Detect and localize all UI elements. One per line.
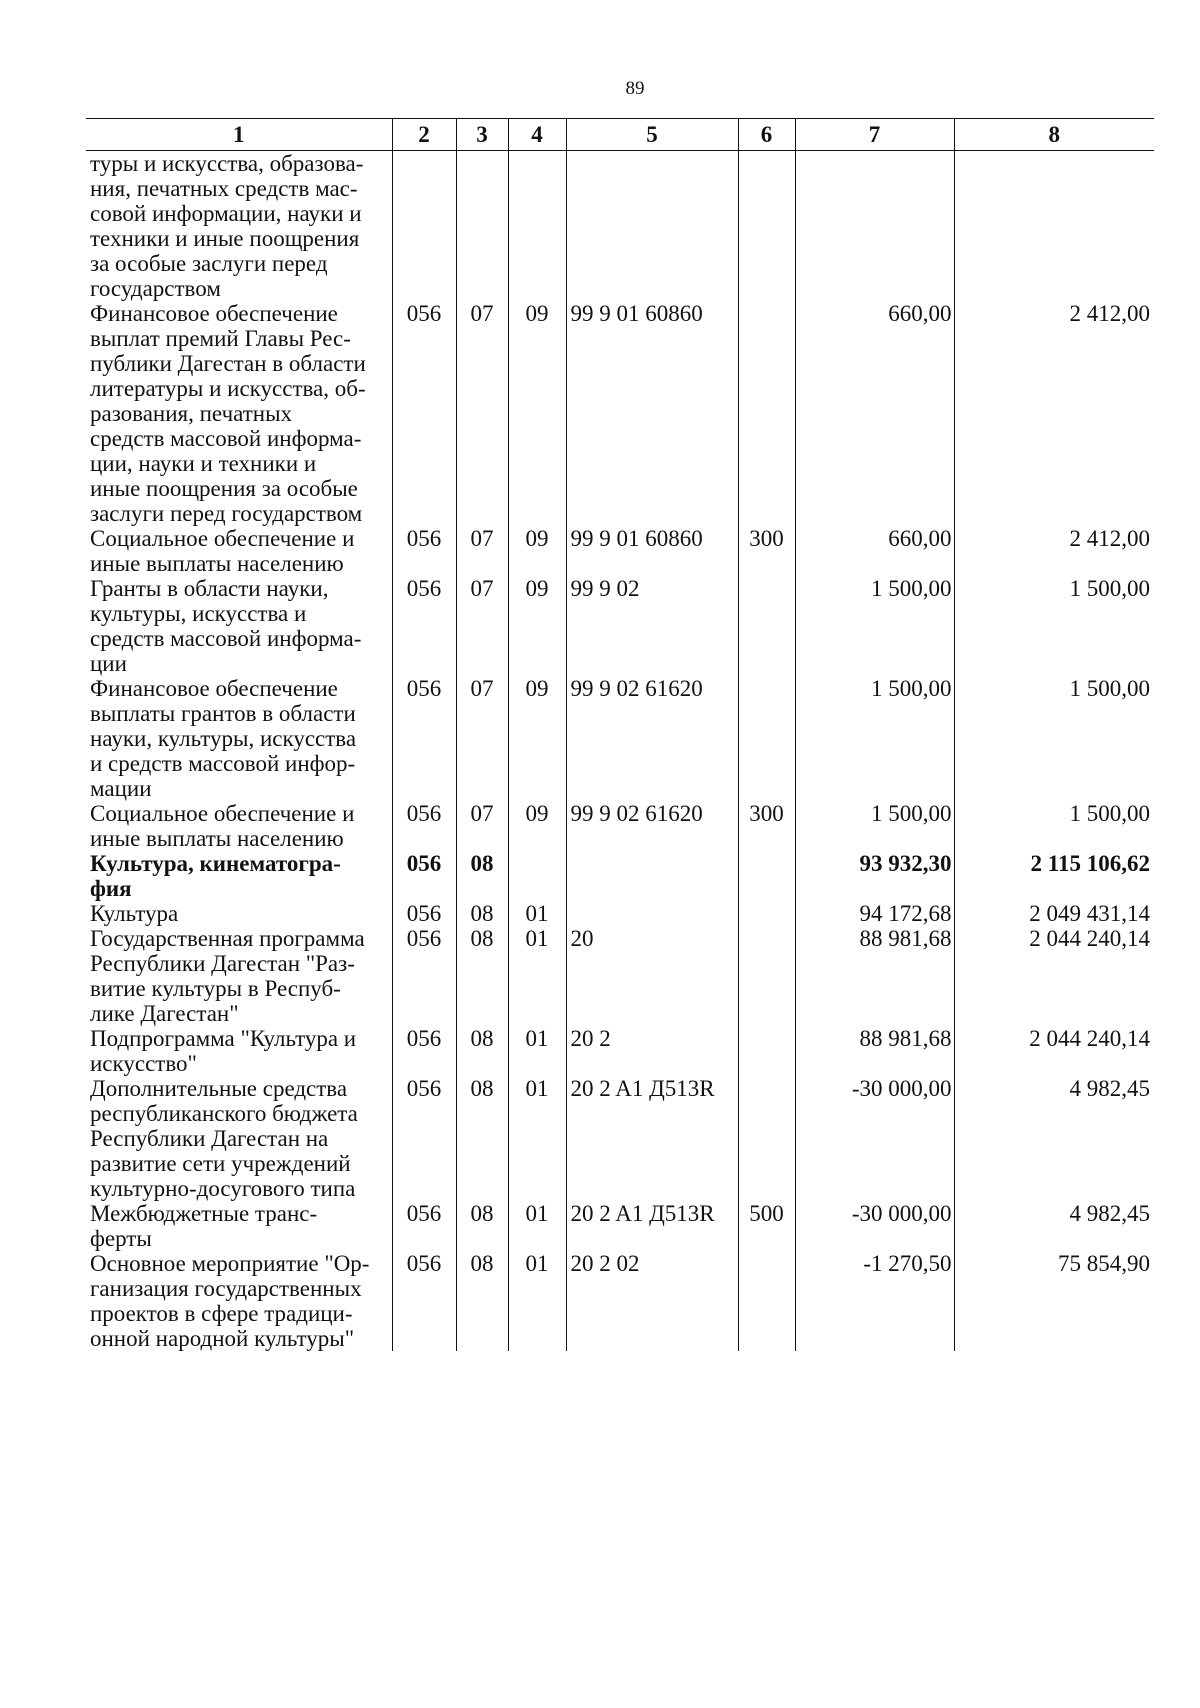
row-change-amount [795,151,954,302]
row-ved: 056 [392,901,456,926]
row-change-amount: -30 000,00 [795,1201,954,1251]
row-name: Межбюджетные транс- ферты [90,1201,318,1251]
row-total-amount: 75 854,90 [954,1251,1154,1351]
row-expense-type [738,576,795,676]
row-total-amount: 2 412,00 [954,526,1154,576]
row-change-amount: 1 500,00 [795,676,954,801]
row-subsection: 01 [508,1251,566,1351]
header-col-6: 6 [738,119,795,151]
row-change-amount: 88 981,68 [795,1026,954,1076]
row-target-code [566,151,738,302]
row-total-amount: 4 982,45 [954,1076,1154,1201]
row-expense-type [738,1076,795,1201]
row-section: 08 [456,1026,508,1076]
table-row [86,151,1154,302]
row-target-code: 99 9 01 60860 [566,526,738,576]
row-total-amount: 1 500,00 [954,801,1154,851]
row-name: Культура, кинематогра- фия [90,851,341,901]
row-target-code: 20 2 02 [566,1251,738,1351]
row-total-amount: 2 049 431,14 [954,901,1154,926]
header-col-1: 1 [86,119,392,151]
row-section: 07 [456,576,508,676]
row-ved: 056 [392,1251,456,1351]
row-name: Культура [90,901,179,926]
row-section: 07 [456,301,508,526]
row-section: 07 [456,676,508,801]
row-section: 08 [456,901,508,926]
row-change-amount: 660,00 [795,526,954,576]
row-ved: 056 [392,676,456,801]
row-change-amount: 1 500,00 [795,576,954,676]
row-subsection [508,151,566,302]
header-col-7: 7 [795,119,954,151]
header-col-4: 4 [508,119,566,151]
table-row [86,1251,1154,1351]
row-target-code: 99 9 02 61620 [566,676,738,801]
row-subsection: 09 [508,801,566,851]
header-col-8: 8 [954,119,1154,151]
row-subsection [508,851,566,901]
row-name: Дополнительные средства республиканского бюджета Республики Дагестан на развитие сети учреждений культурно-досугового типа [90,1076,358,1201]
row-target-code: 20 2 A1 Д513R [566,1076,738,1201]
row-target-code [566,851,738,901]
row-ved: 056 [392,576,456,676]
row-change-amount: -30 000,00 [795,1076,954,1201]
row-expense-type [738,851,795,901]
row-change-amount: 1 500,00 [795,801,954,851]
row-expense-type: 300 [738,526,795,576]
row-total-amount: 2 412,00 [954,301,1154,526]
row-total-amount: 1 500,00 [954,676,1154,801]
row-subsection: 09 [508,526,566,576]
row-expense-type: 300 [738,801,795,851]
row-target-code: 99 9 01 60860 [566,301,738,526]
row-section: 08 [456,926,508,1026]
row-target-code: 99 9 02 61620 [566,801,738,851]
row-subsection: 09 [508,576,566,676]
row-change-amount: -1 270,50 [795,1251,954,1351]
table-row [86,526,1154,576]
row-subsection: 01 [508,1076,566,1201]
row-ved: 056 [392,801,456,851]
row-ved [392,151,456,302]
row-change-amount: 88 981,68 [795,926,954,1026]
row-ved: 056 [392,1201,456,1251]
row-name: Основное мероприятие "Ор- ганизация государственных проектов в сфере традици- онной народной культуры" [90,1251,370,1351]
row-name: Гранты в области науки, культуры, искусства и средств массовой информа- ции [90,576,362,676]
row-subsection: 01 [508,1026,566,1076]
header-col-3: 3 [456,119,508,151]
row-expense-type [738,926,795,1026]
row-total-amount: 2 044 240,14 [954,926,1154,1026]
row-expense-type: 500 [738,1201,795,1251]
row-target-code: 20 [566,926,738,1026]
row-name: Социальное обеспечение и иные выплаты населению [90,801,355,851]
row-total-amount [954,151,1154,302]
row-ved: 056 [392,526,456,576]
row-section: 07 [456,801,508,851]
row-name: туры и искусства, образова- ния, печатных средств мас- совой информации, науки и техники и иные поощрения за особые заслуги перед государством [90,151,364,301]
row-change-amount: 660,00 [795,301,954,526]
row-ved: 056 [392,926,456,1026]
table-row [86,676,1154,801]
header-col-5: 5 [566,119,738,151]
row-subsection: 01 [508,901,566,926]
row-expense-type [738,301,795,526]
row-ved: 056 [392,1026,456,1076]
row-target-code: 99 9 02 [566,576,738,676]
row-name: Финансовое обеспечение выплаты грантов в области науки, культуры, искусства и средств массовой инфор- мации [90,676,357,801]
row-expense-type [738,1251,795,1351]
table-row [86,1076,1154,1201]
page-number: 89 [625,78,645,99]
row-section [456,151,508,302]
row-change-amount: 94 172,68 [795,901,954,926]
row-section: 08 [456,1076,508,1201]
row-target-code [566,901,738,926]
row-ved: 056 [392,301,456,526]
row-total-amount: 1 500,00 [954,576,1154,676]
table-row [86,1026,1154,1076]
table-row [86,301,1154,526]
table-row [86,926,1154,1026]
table-row [86,851,1154,901]
row-name: Социальное обеспечение и иные выплаты населению [90,526,355,576]
row-change-amount: 93 932,30 [795,851,954,901]
row-total-amount: 4 982,45 [954,1201,1154,1251]
row-subsection: 09 [508,676,566,801]
table-row [86,901,1154,926]
row-expense-type [738,901,795,926]
row-section: 08 [456,1201,508,1251]
row-subsection: 09 [508,301,566,526]
budget-table [86,118,1154,1351]
row-target-code: 20 2 [566,1026,738,1076]
row-expense-type [738,151,795,302]
row-expense-type [738,676,795,801]
header-col-2: 2 [392,119,456,151]
row-name: Финансовое обеспечение выплат премий Главы Рес- публики Дагестан в области литературы и искусства, об- разования, печатных средств массовой информа- ции, науки и техники и иные поощрения за особые заслуги перед государством [90,301,366,526]
table-body [86,151,1154,1352]
row-total-amount: 2 115 106,62 [954,851,1154,901]
row-subsection: 01 [508,926,566,1026]
header-row [86,119,1154,151]
row-section: 07 [456,526,508,576]
table-row [86,801,1154,851]
row-name: Государственная программа Республики Дагестан "Раз- витие культуры в Респуб- лике Дагестан" [90,926,365,1026]
row-expense-type [738,1026,795,1076]
table-row [86,1201,1154,1251]
row-target-code: 20 2 A1 Д513R [566,1201,738,1251]
row-subsection: 01 [508,1201,566,1251]
row-ved: 056 [392,851,456,901]
row-name: Подпрограмма "Культура и искусство" [90,1026,357,1076]
row-total-amount: 2 044 240,14 [954,1026,1154,1076]
table-row [86,576,1154,676]
row-ved: 056 [392,1076,456,1201]
row-section: 08 [456,851,508,901]
row-section: 08 [456,1251,508,1351]
